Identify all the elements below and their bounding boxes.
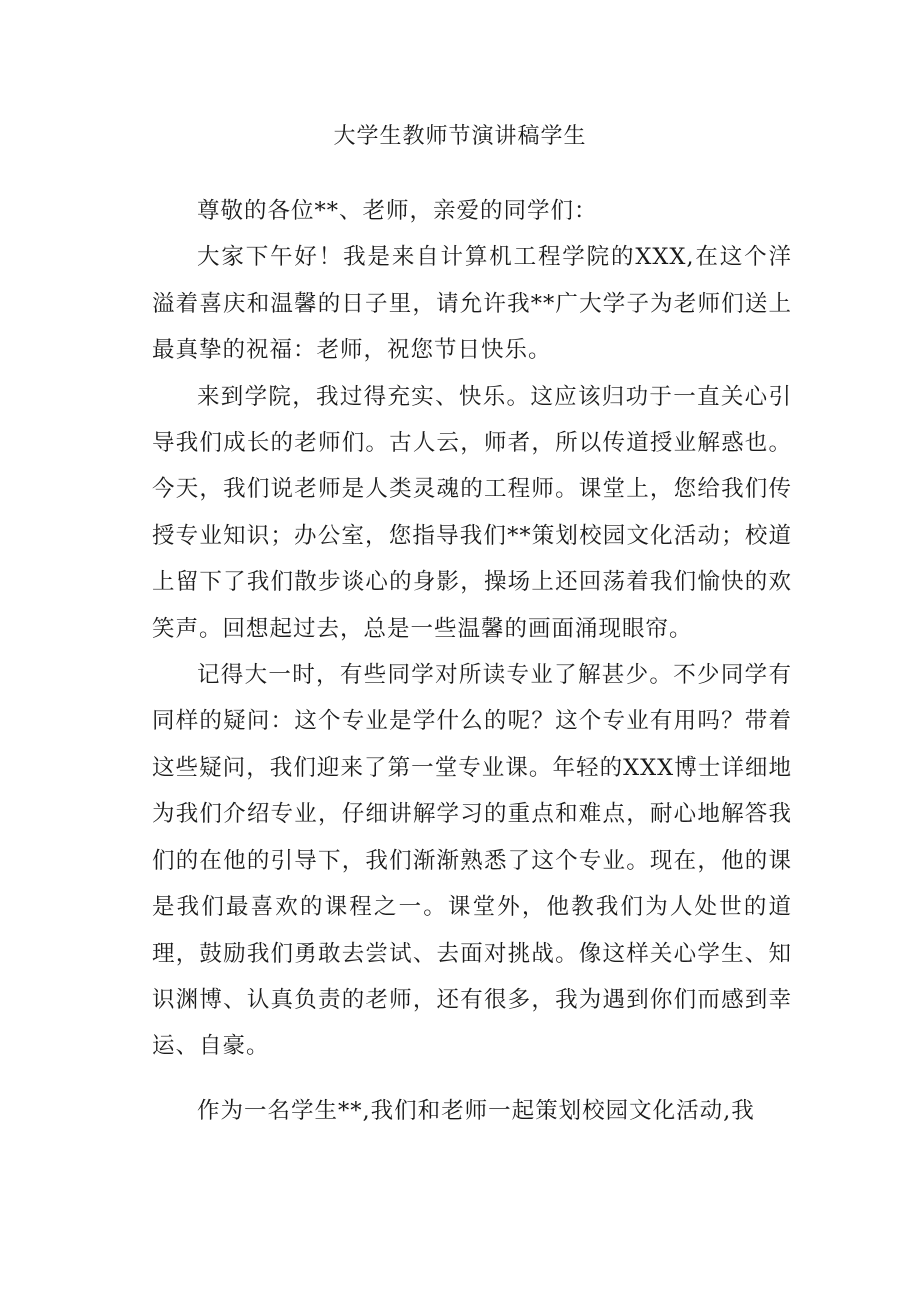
document-body [152, 188, 792, 1134]
student-activity-paragraph: 作为一名学生**,我们和老师一起策划校园文化活动,我 [197, 1097, 755, 1124]
college-life-paragraph: 来到学院，我过得充实、快乐。这应该归功于一直关心引导我们成长的老师们。古人云，师者，所以传道授业解惑也。今天，我们说老师是人类灵魂的工程师。课堂上，您给我们传授专业知识；办公室，您指导我们**策划校园文化活动；校道上留下了我们散步谈心的身影，操场上还回荡着我们愉快的欢笑声。回想起过去，总是一些温馨的画面涌现眼帘。 [152, 383, 792, 642]
document-title: 大学生教师节演讲稿学生 [333, 124, 587, 149]
greeting-paragraph: 大家下午好！我是来自计算机工程学院的XXX,在这个洋溢着喜庆和温馨的日子里，请允许我**广大学子为老师们送上最真挚的祝福：老师，祝您节日快乐。 [152, 244, 792, 364]
first-year-paragraph: 记得大一时，有些同学对所读专业了解甚少。不少同学有同样的疑问：这个专业是学什么的呢？这个专业有用吗？带着这些疑问，我们迎来了第一堂专业课。年轻的XXX博士详细地为我们介绍专业，仔细讲解学习的重点和难点，耐心地解答我们的在他的引导下，我们渐渐熟悉了这个专业。现在，他的课是我们最喜欢的课程之一。课堂外，他教我们为人处世的道理，鼓励我们勇敢去尝试、去面对挑战。像这样关心学生、知识渊博、认真负责的老师，还有很多，我为遇到你们而感到幸运、自豪。 [152, 662, 792, 1060]
salutation-paragraph: 尊敬的各位**、老师，亲爱的同学们： [197, 198, 598, 224]
